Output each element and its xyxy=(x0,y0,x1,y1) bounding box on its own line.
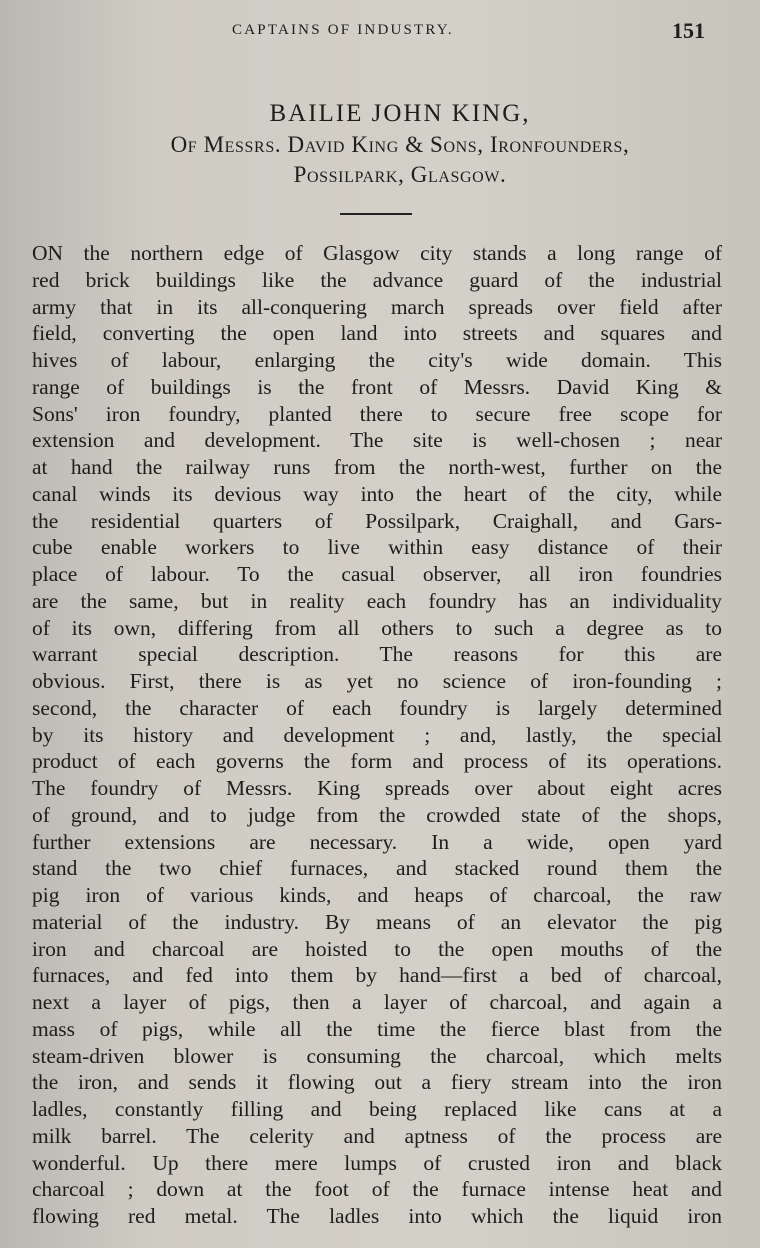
text-line: extension and development. The site is well-chosen ; near xyxy=(32,428,722,453)
text-line: place of labour. To the casual observer, all iron foundries xyxy=(32,562,722,586)
page-number: 151 xyxy=(672,18,705,43)
text-line: Sons' iron foundry, planted there to secure free scope for xyxy=(32,401,722,426)
chapter-subtitle-line-2: Possilpark, Glasgow. xyxy=(293,162,507,187)
text-line: steam-driven blower is consuming the charcoal, which melts xyxy=(32,1043,722,1068)
running-head-title: CAPTAINS OF INDUSTRY. xyxy=(232,22,454,38)
text-line: by its history and development ; and, lastly, the special xyxy=(32,722,722,747)
text-line: charcoal ; down at the foot of the furnace intense heat and xyxy=(32,1177,722,1202)
running-head xyxy=(0,18,760,48)
text-line: ON the northern edge of Glasgow city stands a long range of xyxy=(32,241,722,265)
text-line: cube enable workers to live within easy distance of their xyxy=(32,535,722,560)
text-line: army that in its all-conquering march spreads over field after xyxy=(32,294,722,319)
text-line: further extensions are necessary. In a wide, open yard xyxy=(32,829,722,854)
text-line: hives of labour, enlarging the city's wide domain. This xyxy=(32,348,722,372)
text-line: field, converting the open land into streets and squares and xyxy=(32,321,722,346)
text-line: flowing red metal. The ladles into which the liquid iron xyxy=(32,1204,722,1228)
text-line: second, the character of each foundry is largely determined xyxy=(32,695,722,720)
text-line: the residential quarters of Possilpark, Craighall, and Gars- xyxy=(32,508,722,533)
text-line: of its own, differing from all others to such a degree as to xyxy=(32,615,722,640)
text-line: ladles, constantly filling and being replaced like cans at a xyxy=(32,1097,722,1121)
text-line: at hand the railway runs from the north-west, further on the xyxy=(32,455,722,479)
text-line: furnaces, and fed into them by hand—first a bed of charcoal, xyxy=(32,963,722,988)
chapter-title: BAILIE JOHN KING, xyxy=(269,100,531,127)
text-line: range of buildings is the front of Messrs. David King & xyxy=(32,374,722,399)
text-line: milk barrel. The celerity and aptness of the process are xyxy=(32,1123,722,1148)
text-line: iron and charcoal are hoisted to the open mouths of the xyxy=(32,936,722,961)
text-line: red brick buildings like the advance guard of the industrial xyxy=(32,267,722,292)
text-line: are the same, but in reality each foundry has an individuality xyxy=(32,588,722,613)
text-line: pig iron of various kinds, and heaps of charcoal, the raw xyxy=(32,883,722,907)
heading-divider xyxy=(340,213,412,215)
text-line: canal winds its devious way into the heart of the city, while xyxy=(32,481,722,506)
text-line: obvious. First, there is as yet no science of iron-founding ; xyxy=(32,669,722,693)
text-line: the iron, and sends it flowing out a fiery stream into the iron xyxy=(32,1070,722,1095)
text-line: warrant special description. The reasons for this are xyxy=(32,642,722,667)
text-line: material of the industry. By means of an elevator the pig xyxy=(32,909,722,934)
chapter-heading xyxy=(0,100,760,188)
text-line: mass of pigs, while all the time the fierce blast from the xyxy=(32,1016,722,1041)
chapter-subtitle-line-1: Of Messrs. David King & Sons, Ironfounders, xyxy=(170,132,630,157)
text-line: stand the two chief furnaces, and stacked round them the xyxy=(32,856,722,881)
text-line: product of each governs the form and process of its operations. xyxy=(32,749,722,774)
body-text xyxy=(32,240,722,1230)
text-line: next a layer of pigs, then a layer of charcoal, and again a xyxy=(32,990,722,1014)
text-line: of ground, and to judge from the crowded state of the shops, xyxy=(32,802,722,827)
text-line: wonderful. Up there mere lumps of crusted iron and black xyxy=(32,1150,722,1175)
text-line: The foundry of Messrs. King spreads over about eight acres xyxy=(32,776,722,800)
